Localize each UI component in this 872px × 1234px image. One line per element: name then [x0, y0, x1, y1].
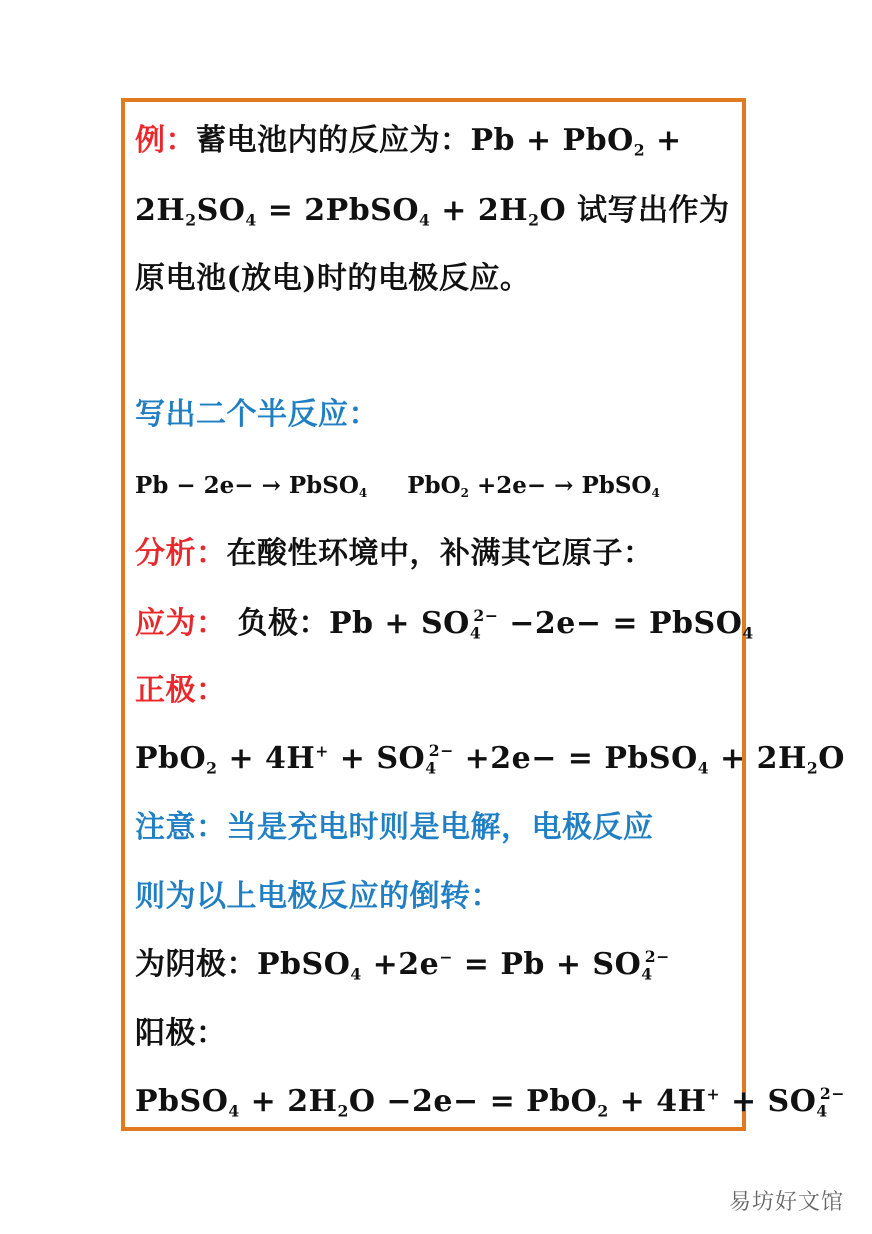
positive-label: 正极： [135, 673, 227, 708]
content-card [121, 98, 845, 1131]
half-reaction-right: PbO$_2$ +2e− → PbSO$_4$ [407, 472, 660, 501]
half-reaction-equations [135, 472, 660, 501]
example-text-1: 蓄电池内的反应为：Pb + PbO [196, 123, 634, 158]
example-line-1: 例：蓄电池内的反应为：Pb + PbO$_2$ + [135, 123, 682, 160]
positive-equation: $PbO_2 + 4H^+ + SO_4^{2-} +2e-$ = PbSO$_4$ + $2H_2O$ [135, 741, 845, 778]
anode-equation: PbSO$_4$ + $2H_2O -2e- = PbO_2 + 4H^+ + SO_4^{2-}$ [135, 1084, 845, 1121]
analysis-line [135, 536, 654, 571]
anode-label: 阳极： [135, 1016, 227, 1051]
note-line-1: 注意：当是充电时则是电解，电极反应 [135, 810, 654, 845]
example-line-2: $2H_2SO_4$ = 2PbSO$_4$ + $2H_2O$ 试写出作为 [135, 193, 730, 230]
cathode-equation: 为阴极：PbSO$_4$ $+2e^- = Pb + SO_4^{2-}$ [135, 947, 670, 984]
note-line-2: 则为以上电极反应的倒转： [135, 879, 501, 914]
should-be-label: 应为： [135, 606, 227, 641]
half-reaction-heading: 写出二个半反应： [135, 397, 379, 432]
analysis-label: 分析： [135, 536, 227, 571]
example-label: 例： [135, 123, 196, 158]
should-be-line: 应为： 负极：$Pb + SO_4^{2-} -2e-$ = PbSO$_4$ [135, 606, 754, 643]
watermark: 易坊好文馆 [728, 1190, 844, 1215]
half-reaction-left: Pb − 2e− → PbSO$_4$ [135, 472, 368, 501]
example-line-3: 原电池(放电)时的电极反应。 [135, 261, 531, 296]
analysis-text: 在酸性环境中，补满其它原子： [226, 536, 654, 571]
